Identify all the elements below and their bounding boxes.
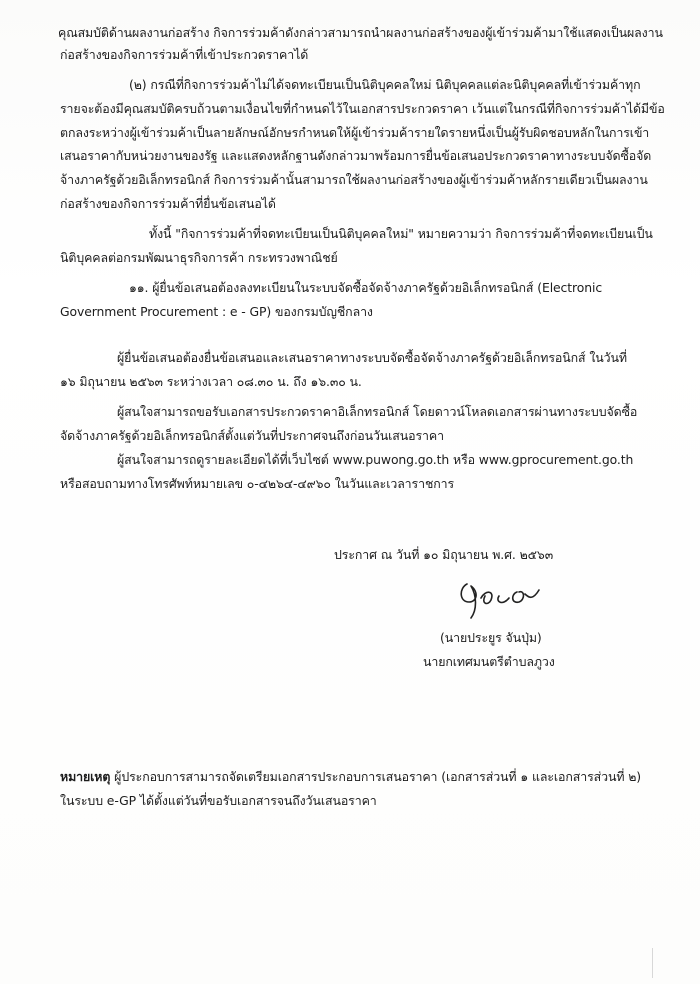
clause-2-line-4: เสนอราคากับหน่วยงานของรัฐ และแสดงหลักฐานดังกล่าวมาพร้อมการยื่นข้อเสนอประกวดราคาทางระบบจัดซื้อจัด	[60, 148, 652, 163]
note-text-1: ผู้ประกอบการสามารถจัดเตรียมเอกสารประกอบการเสนอราคา (เอกสารส่วนที่ ๑ และเอกสารส่วนที่ ๒)	[114, 769, 642, 784]
clause-2-line-2: รายจะต้องมีคุณสมบัติครบถ้วนตามเงื่อนไขที่กำหนดไว้ในเอกสารประกวดราคา เว้นแต่ในกรณีที่กิจการร่วมค้าได้มีข้อ	[60, 101, 665, 116]
signer-name: (นายประยูร จันปุ่ม)	[440, 630, 542, 645]
note-line-1	[60, 768, 641, 786]
download-line-2: จัดจ้างภาครัฐด้วยอิเล็กทรอนิกส์ตั้งแต่วันที่ประกาศจนถึงก่อนวันเสนอราคา	[60, 428, 444, 443]
contact-line-1: ผู้สนใจสามารถดูรายละเอียดได้ที่เว็บไซต์ www.puwong.go.th หรือ www.gprocurement.go.th	[117, 452, 634, 467]
clause-2-line-5: จ้างภาครัฐด้วยอิเล็กทรอนิกส์ กิจการร่วมค้านั้นสามารถใช้ผลงานก่อสร้างของผู้เข้าร่วมค้าหลักรายเดียวเป็นผลงาน	[60, 172, 648, 187]
submission-line-1: ผู้ยื่นข้อเสนอต้องยื่นข้อเสนอและเสนอราคาทางระบบจัดซื้อจัดจ้างภาครัฐด้วยอิเล็กทรอนิกส์ ในวันที่	[117, 350, 627, 365]
submission-line-2: ๑๖ มิถุนายน ๒๕๖๓ ระหว่างเวลา ๐๘.๓๐ น. ถึง ๑๖.๓๐ น.	[60, 374, 362, 389]
scan-edge-mark	[652, 948, 653, 978]
download-line-1: ผู้สนใจสามารถขอรับเอกสารประกวดราคาอิเล็กทรอนิกส์ โดยดาวน์โหลดเอกสารผ่านทางระบบจัดซื้อ	[117, 404, 638, 419]
note-label: หมายเหตุ	[60, 769, 111, 784]
clause-2-line-6: ก่อสร้างของกิจการร่วมค้าที่ยื่นข้อเสนอได้	[60, 196, 276, 211]
signer-title: นายกเทศมนตรีตำบลภูวง	[423, 654, 555, 669]
note-line-2: ในระบบ e-GP ได้ตั้งแต่วันที่ขอรับเอกสารจนถึงวันเสนอราคา	[60, 793, 377, 808]
clause-11-line-2: Government Procurement : e - GP) ของกรมบัญชีกลาง	[60, 304, 373, 319]
clause-2-line-1: (๒) กรณีที่กิจการร่วมค้าไม่ได้จดทะเบียนเป็นนิติบุคคลใหม่ นิติบุคคลแต่ละนิติบุคคลที่เข้าร่วมค้าทุก	[129, 77, 641, 92]
clause-11-line-1: ๑๑. ผู้ยื่นข้อเสนอต้องลงทะเบียนในระบบจัดซื้อจัดจ้างภาครัฐด้วยอิเล็กทรอนิกส์ (Electronic	[129, 280, 603, 295]
announce-date: ประกาศ ณ วันที่ ๑๐ มิถุนายน พ.ศ. ๒๕๖๓	[334, 547, 554, 562]
handwritten-signature	[455, 572, 565, 622]
body-line-1: คุณสมบัติด้านผลงานก่อสร้าง กิจการร่วมค้าดังกล่าวสามารถนำผลงานก่อสร้างของผู้เข้าร่วมค้ามาใช้แสดงเป็นผลงาน	[58, 25, 663, 40]
body-line-2: ก่อสร้างของกิจการร่วมค้าที่เข้าประกวดราคาได้	[60, 47, 309, 62]
clause-2-line-3: ตกลงระหว่างผู้เข้าร่วมค้าเป็นลายลักษณ์อักษรกำหนดให้ผู้เข้าร่วมค้ารายใดรายหนึ่งเป็นผู้รับผิดชอบหลักในการเข้า	[60, 125, 650, 140]
definition-line-1: ทั้งนี้ "กิจการร่วมค้าที่จดทะเบียนเป็นนิติบุคคลใหม่" หมายความว่า กิจการร่วมค้าที่จดทะเบียนเป็น	[149, 226, 653, 241]
definition-line-2: นิติบุคคลต่อกรมพัฒนาธุรกิจการค้า กระทรวงพาณิชย์	[60, 250, 338, 265]
contact-line-2: หรือสอบถามทางโทรศัพท์หมายเลข ๐-๔๒๖๔-๔๙๖๐ ในวันและเวลาราชการ	[60, 476, 455, 491]
